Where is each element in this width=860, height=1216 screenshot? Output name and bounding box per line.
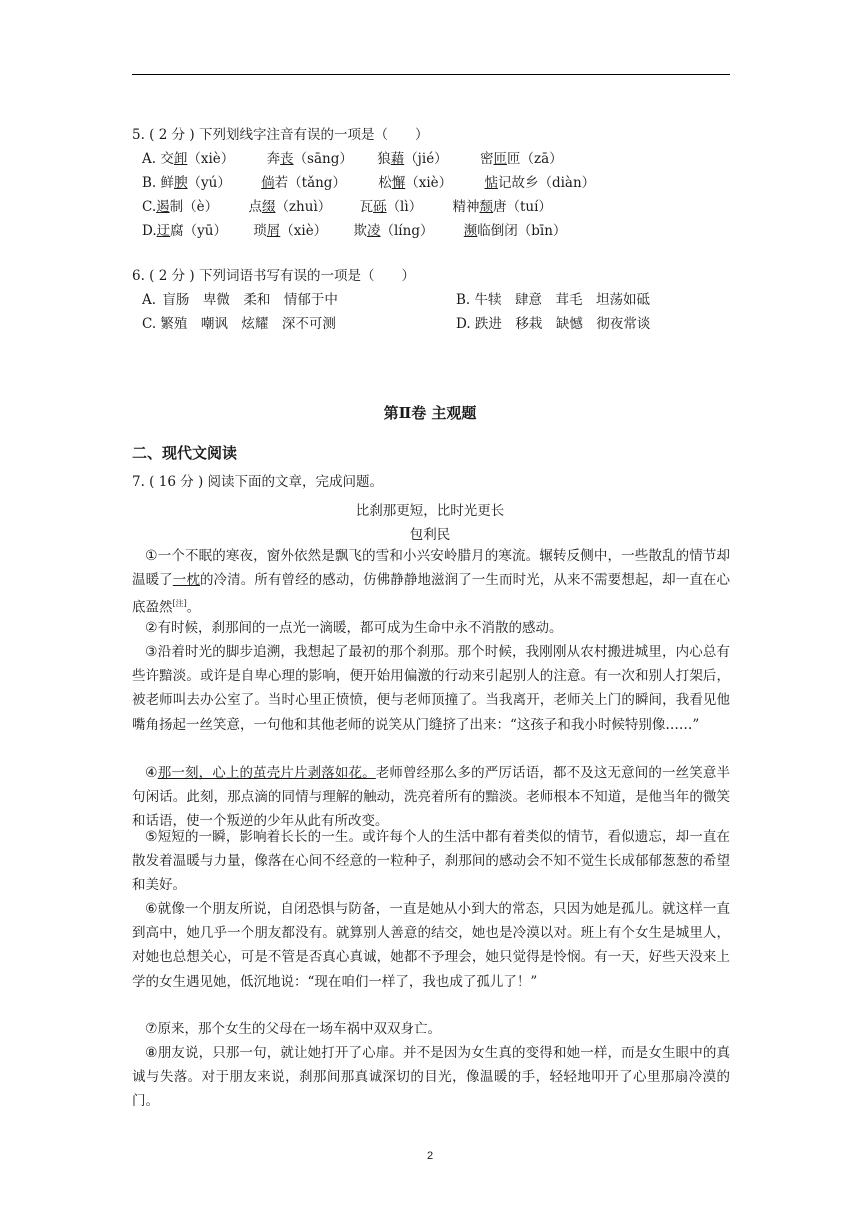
q6-option-c: C. 繁殖 嘲讽 炫耀 深不可测 [142, 316, 336, 332]
part-title: 二、现代文阅读 [132, 444, 238, 462]
q6-option-d: D. 跌进 移栽 缺憾 彻夜常谈 [456, 316, 651, 332]
paragraph-1 [132, 544, 730, 620]
text: （xiè） [280, 223, 328, 239]
text: 奔 [266, 151, 281, 167]
article-title: 比刹那更短，比时光更长 [355, 503, 505, 519]
paragraph-number: ⑦ [145, 1021, 158, 1037]
question-7-stem: 7. ( 16 分 ) 阅读下面的文章，完成问题。 [132, 474, 384, 490]
footnote-mark: [注] [172, 599, 187, 609]
underlined-word: 一枕 [172, 572, 200, 589]
text: 密 [479, 151, 494, 167]
paragraph-3 [132, 640, 730, 737]
underlined-char: 惦 [484, 175, 498, 191]
section-title: 第Ⅱ卷 主观题 [383, 404, 477, 422]
paragraph-2 [132, 616, 730, 640]
article-author: 包利民 [409, 527, 451, 543]
text: 瓦 [359, 199, 374, 215]
text: A. 交 [142, 151, 174, 167]
paragraph-number: ① [145, 548, 158, 564]
underlined-char: 匝 [493, 151, 507, 167]
underlined-char: 迂 [156, 223, 171, 239]
paragraph-number: ⑧ [145, 1045, 158, 1061]
text: 记故乡（diàn） [497, 175, 596, 191]
text: 若（tǎng） [274, 175, 346, 191]
paragraph-number: ④ [145, 765, 158, 781]
underlined-char: 倘 [261, 175, 275, 191]
text: （jié） [404, 151, 448, 167]
underlined-char: 颓 [479, 199, 493, 215]
paragraph-number: ⑥ [145, 901, 158, 917]
underlined-sentence: 那一刻，心上的茧壳片片剥落如花。 [157, 765, 376, 781]
page-number: 2 [426, 1150, 434, 1162]
underlined-char: 腴 [174, 175, 188, 191]
question-5-stem: 5. ( 2 分 ) 下列划线字注音有误的一项是（ ） [132, 127, 429, 143]
text: （yú） [187, 175, 231, 191]
q5-option-c [142, 199, 552, 215]
paragraph-4 [132, 761, 730, 834]
text: （líng） [380, 223, 434, 239]
text: 精神 [452, 199, 480, 215]
paragraph-number: ② [145, 620, 158, 636]
text: 沿着时光的脚步追溯，我想起了最初的那个刹那。那个时候，我刚刚从农村搬进城里，内心总有些许黯淡。或许是自卑心理的影响，便开始用偏激的行动来引起别人的注意。有一次和别人打架后，被老师叫去办公室了。当时心里正愤愤，便与老师顶撞了。当我离开，老师关上门的瞬间，我看见他嘴角扬起一丝笑意，一句他和其他老师的说笑从门缝挤了出来：“这孩子和我小时候特别像……” [132, 644, 730, 733]
underlined-char: 濒 [463, 223, 478, 239]
text: 临倒闭（bīn） [477, 223, 567, 239]
q5-option-d [142, 223, 566, 239]
paragraph-7 [132, 1017, 730, 1041]
text: 老师曾经那么多的严厉话语，都不及这无意间的一丝笑意半句闲话。此刻，那点滴的同情与理解的触动，洗亮着所有的黯淡。老师根本不知道，是他当年的微笑和话语，使一个叛逆的少年从此有所改变。 [132, 765, 731, 830]
text: 。 [186, 599, 201, 616]
paragraph-number: ③ [145, 644, 158, 660]
text: 一个不眠的寒夜，窗外依然是飘飞的雪和小兴安岭腊月的寒流。辗转反侧中，一些散乱的情节却温暖了 [132, 548, 730, 589]
q6-option-a: A. 盲肠 卑微 柔和 情郁于中 [142, 292, 338, 308]
text: 有时候，刹那间的一点光一滴暖，都可成为生命中永不消散的感动。 [157, 620, 563, 636]
text: D. [142, 223, 157, 239]
text: 的冷清。所有曾经的感动，仿佛静静地滋润了一生而时光，从来不需要想起，却一直在心底盈然 [132, 572, 731, 616]
underlined-char: 缀 [261, 199, 276, 215]
paragraph-6 [132, 897, 730, 994]
q5-option-a [142, 151, 563, 167]
text: （xiè） [405, 175, 453, 191]
text: 狼 [377, 151, 391, 167]
underlined-char: 屑 [266, 223, 281, 239]
underlined-char: 懈 [391, 175, 406, 191]
text: C. [142, 199, 157, 215]
paragraph-number: ⑤ [145, 829, 158, 845]
text: 唐（tuí） [493, 199, 552, 215]
underlined-char: 卸 [173, 151, 188, 167]
text: （zhuì） [275, 199, 332, 215]
underlined-char: 凌 [366, 223, 381, 239]
q5-option-b [142, 175, 595, 191]
text: （sāng） [293, 151, 353, 167]
text: 制（è） [169, 199, 219, 215]
paragraph-8 [132, 1041, 730, 1114]
text: 匝（zā） [506, 151, 563, 167]
text: B. 鲜 [142, 175, 175, 191]
text: 短短的一瞬，影响着长长的一生。或许每个人的生活中都有着类似的情节，看似遗忘，却一直在散发着温暖与力量，像落在心间不经意的一粒种子，刹那间的感动会不知不觉生长成郁郁葱葱的希望和美好。 [132, 829, 730, 894]
underlined-char: 丧 [280, 151, 294, 167]
text: 松 [378, 175, 392, 191]
text: （lì） [386, 199, 423, 215]
text: 腐（yū） [170, 223, 227, 239]
q6-option-b: B. 牛犊 肆意 茸毛 坦荡如砥 [456, 292, 651, 308]
question-6-stem: 6. ( 2 分 ) 下列词语书写有误的一项是（ ） [132, 268, 415, 284]
header-rule [132, 74, 730, 75]
text: 就像一个朋友所说，自闭恐惧与防备，一直是她从小到大的常态，只因为她是孤儿。就这样一直到高中，她几乎一个朋友都没有。就算别人善意的结交，她也是冷漠以对。班上有个女生是城里人，对她也总想关心，可是不管是否真心真诚，她都不予理会，她只觉得是怜悯。有一天，好些天没来上学的女生遇见她，低沉地说：“现在咱们一样了，我也成了孤儿了！” [132, 901, 730, 990]
paragraph-5 [132, 825, 730, 898]
text: 琐 [253, 223, 267, 239]
text: 原来，那个女生的父母在一场车祸中双双身亡。 [157, 1021, 442, 1037]
underlined-char: 遏 [156, 199, 170, 215]
text: （xiè） [187, 151, 235, 167]
text: 朋友说，只那一句，就让她打开了心扉。并不是因为女生真的变得和她一样，而是女生眼中的真诚与失落。对于朋友来说，刹那间那真诚深切的目光，像温暖的手，轻轻地叩开了心里那扇冷漠的门。 [132, 1045, 730, 1110]
underlined-char: 藉 [390, 151, 405, 167]
text: 欺 [353, 223, 367, 239]
underlined-char: 砾 [373, 199, 387, 215]
text: 点 [248, 199, 262, 215]
